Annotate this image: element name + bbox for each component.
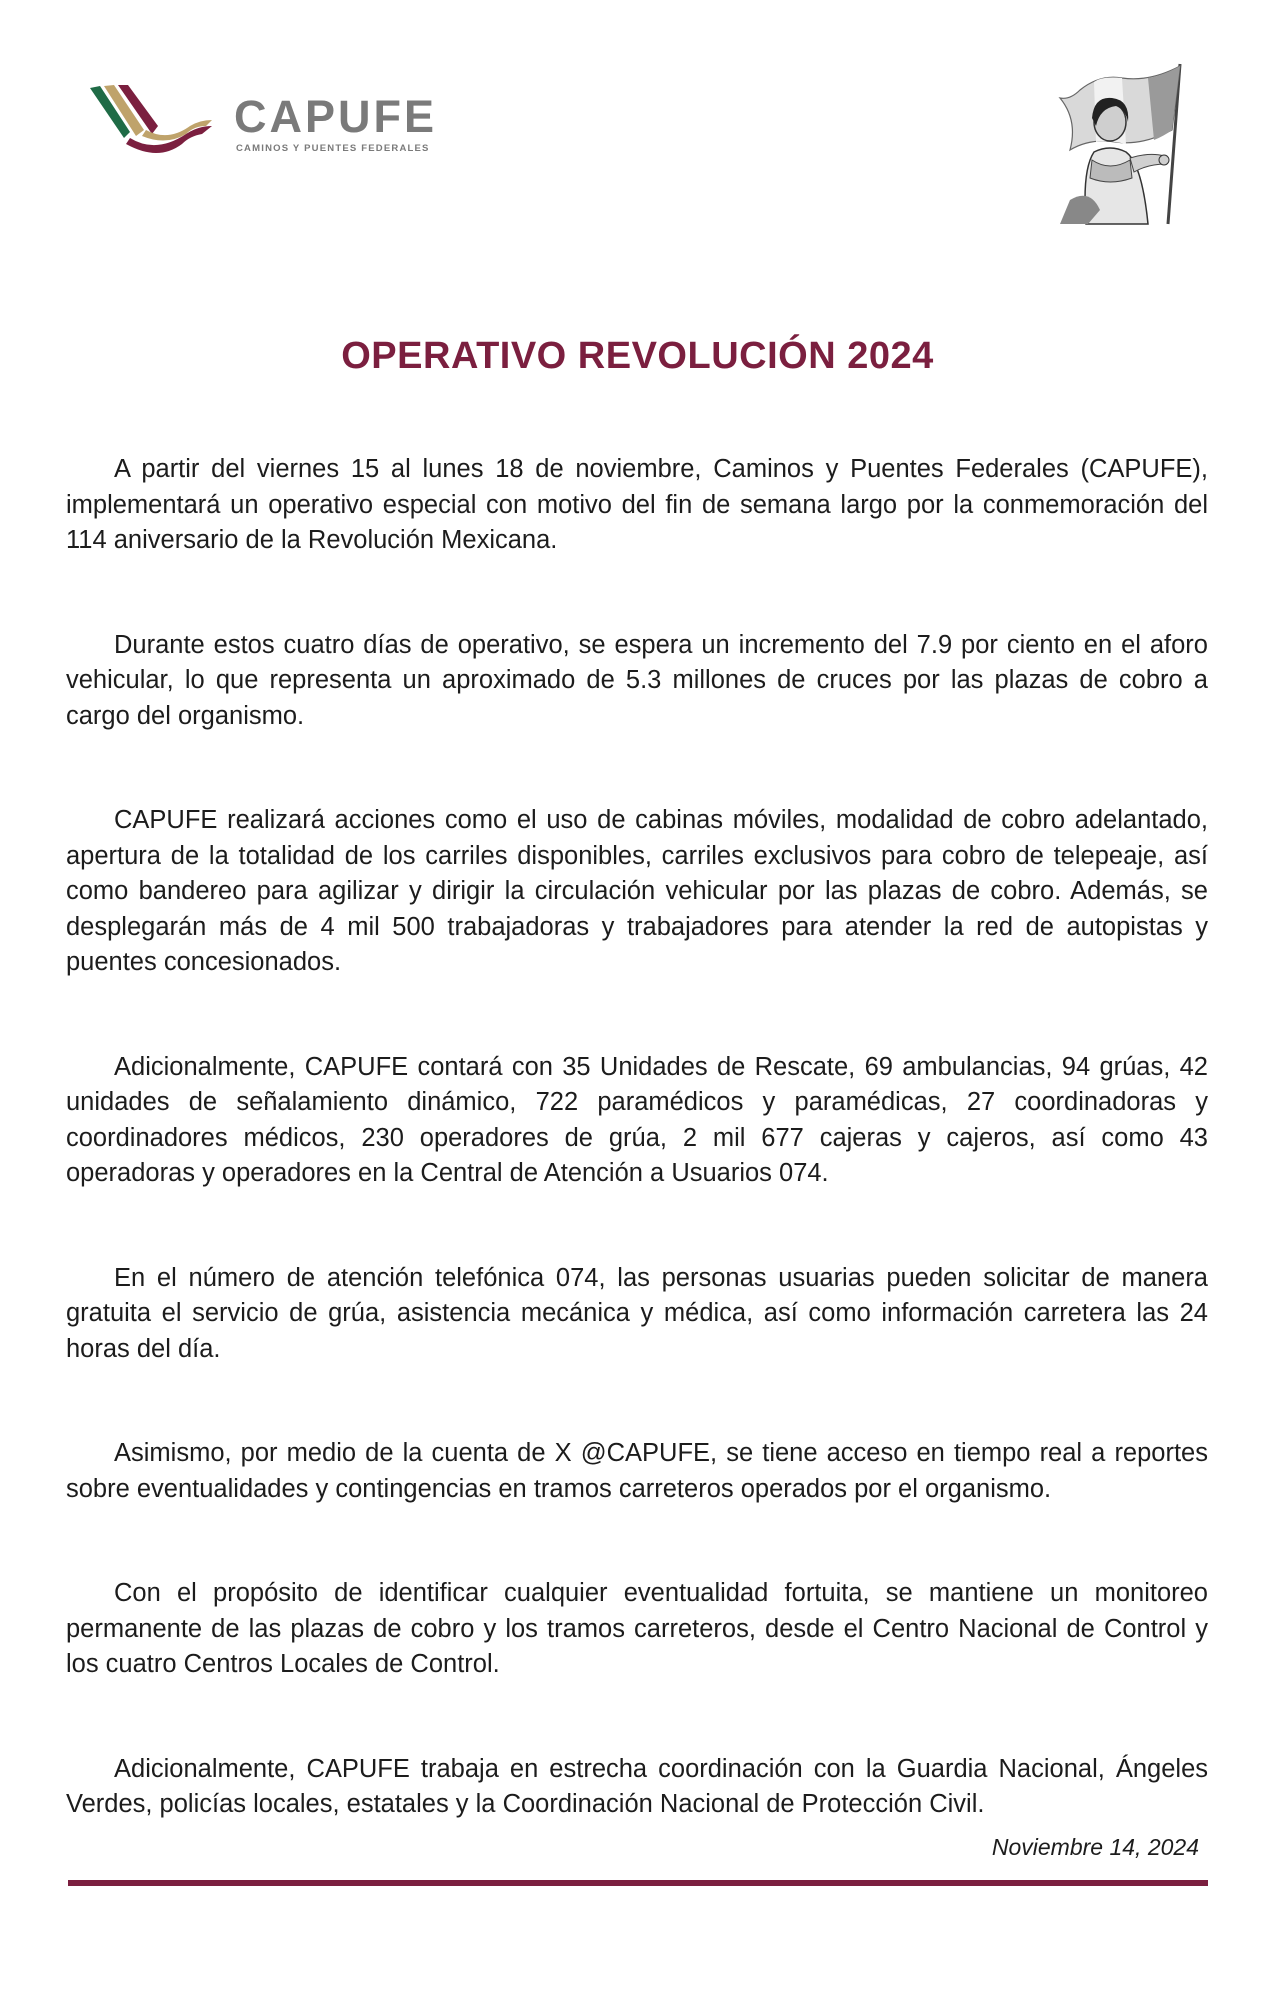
paragraph-4: Adicionalmente, CAPUFE contará con 35 Unidades de Rescate, 69 ambulancias, 94 grúas, 42 unidades de señalamiento dinámico, 722 paramédicos y paramédicas, 27 coordinadoras y coordinadores médicos, 230 operadores de grúa, 2 mil 677 cajeras y cajeros, así como 43 operadoras y operadores en la Central de Atención a Usuarios 074.: [66, 1052, 1208, 1187]
footer-divider: [68, 1880, 1208, 1886]
paragraph-2: Durante estos cuatro días de operativo, se espera un incremento del 7.9 por ciento en el aforo vehicular, lo que representa un aproximado de 5.3 millones de cruces por las plazas de cobro a cargo del organismo.: [66, 630, 1208, 730]
paragraph-6: Asimismo, por medio de la cuenta de X @CAPUFE, se tiene acceso en tiempo real a reportes sobre eventualidades y contingencias en tramos carreteros operados por el organismo.: [66, 1439, 1208, 1503]
brand-name: CAPUFE: [234, 91, 438, 142]
capufe-logo: [86, 80, 446, 170]
paragraph-5: En el número de atención telefónica 074, las personas usuarias pueden solicitar de manera gratuita el servicio de grúa, asistencia mecánica y médica, así como información carretera las 24 horas del día.: [66, 1263, 1208, 1363]
heroine-with-flag-icon: [1030, 60, 1190, 226]
paragraph-8: Adicionalmente, CAPUFE trabaja en estrecha coordinación con la Guardia Nacional, Ángeles Verdes, policías locales, estatales y la Coordinación Nacional de Protección Civil.: [66, 1754, 1208, 1818]
release-date: Noviembre 14, 2024: [991, 1834, 1199, 1860]
capufe-logo-mark-icon: [86, 82, 236, 162]
paragraph-3: CAPUFE realizará acciones como el uso de cabinas móviles, modalidad de cobro adelantado, apertura de la totalidad de los carriles disponibles, carriles exclusivos para cobro de telepeaje, así como bandereo para agilizar y dirigir la circulación vehicular por las plazas de cobro. Además, se desplegarán más de 4 mil 500 trabajadoras y trabajadores para atender la red de autopistas y puentes concesionados.: [66, 806, 1208, 976]
page-title: OPERATIVO REVOLUCIÓN 2024: [341, 335, 934, 377]
paragraph-7: Con el propósito de identificar cualquier eventualidad fortuita, se mantiene un monitoreo permanente de las plazas de cobro y los tramos carreteros, desde el Centro Nacional de Control y los cuatro Centros Locales de Control.: [66, 1579, 1208, 1678]
paragraph-1: A partir del viernes 15 al lunes 18 de noviembre, Caminos y Puentes Federales (CAPUFE), implementará un operativo especial con motivo del fin de semana largo por la conmemoración del 114 aniversario de la Revolución Mexicana.: [66, 455, 1208, 554]
press-release-body: [66, 452, 1208, 1892]
brand-tagline: CAMINOS Y PUENTES FEDERALES: [236, 143, 430, 154]
